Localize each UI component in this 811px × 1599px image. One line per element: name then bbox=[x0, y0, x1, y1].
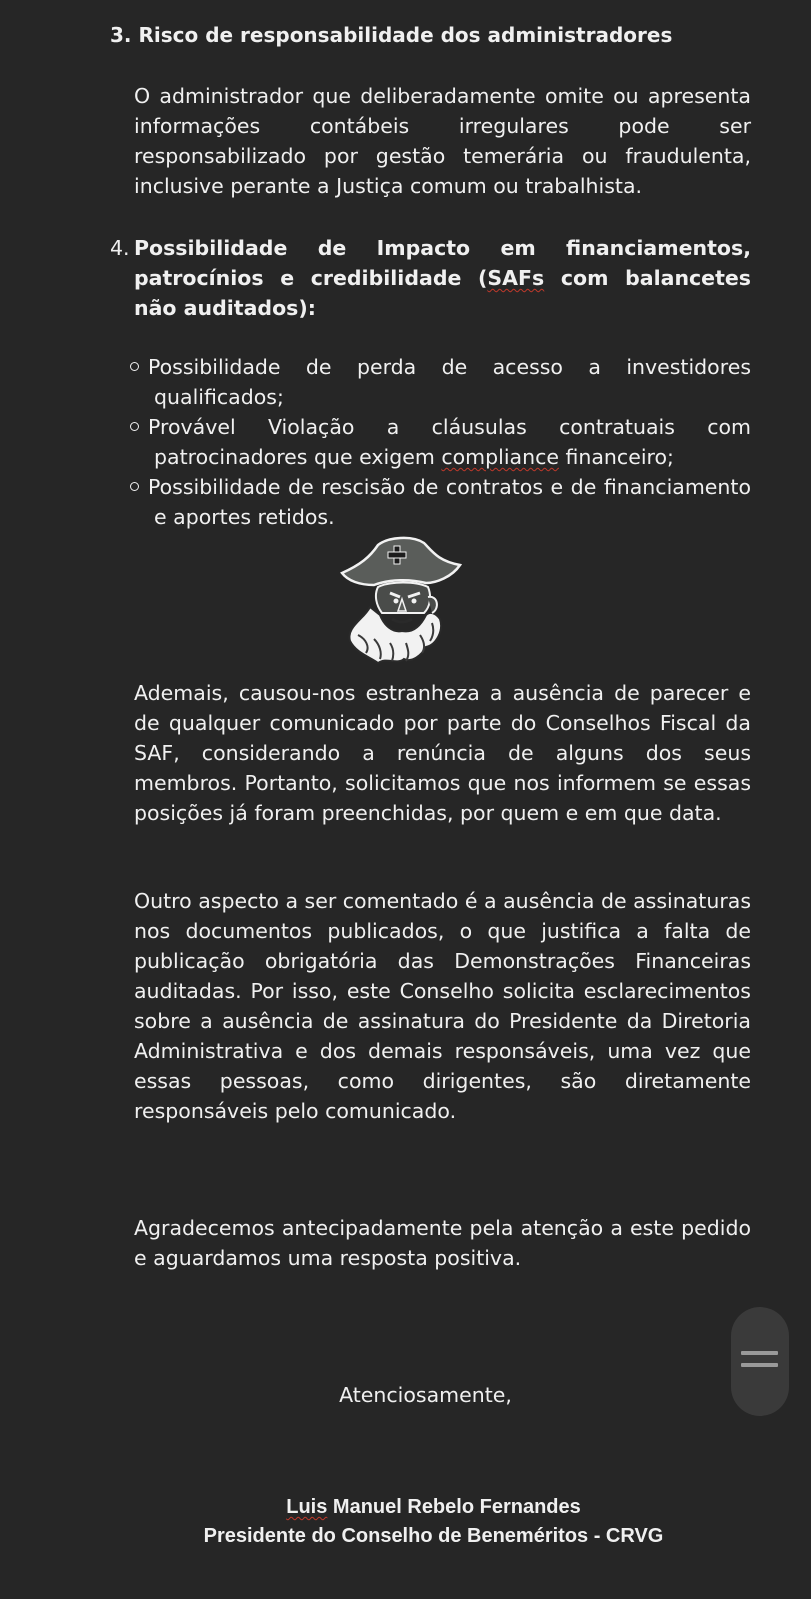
section-3-heading: 3. Risco de responsabilidade dos administradores bbox=[110, 23, 673, 47]
bullet-text-after: financeiro; bbox=[558, 445, 674, 469]
section-4-heading-part2: com balancetes não auditados): bbox=[134, 266, 751, 320]
bullet-text: Possibilidade de perda de acesso a investidores qualificados; bbox=[148, 355, 751, 409]
circle-bullet-icon bbox=[130, 482, 139, 491]
bullet-text-before: Provável Violação a cláusulas contratuais com patrocinadores que exigem bbox=[148, 415, 751, 469]
signature-name bbox=[0, 1493, 811, 1521]
circle-bullet-icon bbox=[130, 422, 139, 431]
signature-first-name: Luis bbox=[286, 1496, 328, 1518]
list-item bbox=[130, 472, 751, 532]
drag-handle-icon bbox=[741, 1351, 778, 1355]
closing-salutation: Atenciosamente, bbox=[339, 1383, 512, 1407]
signature-rest-name: Manuel Rebelo Fernandes bbox=[327, 1496, 581, 1518]
signature-title: Presidente do Conselho de Beneméritos - CRVG bbox=[203, 1525, 664, 1547]
section-4-heading bbox=[134, 233, 751, 323]
drag-handle-icon bbox=[741, 1363, 778, 1367]
paragraph-outro-aspecto: Outro aspecto a ser comentado é a ausência de assinaturas nos documentos publicados, o que justifica a falta de publicação obrigatória das Demonstrações Financeiras auditadas. Por isso, este Conselho solicita esclarecimentos sobre a ausência de assinatura do Presidente da Diretoria Administrativa e dos demais responsáveis, uma vez que essas pessoas, como dirigentes, são diretamente responsáveis pelo comunicado. bbox=[134, 889, 751, 1123]
scroll-handle[interactable] bbox=[731, 1307, 789, 1416]
paragraph-agradecemos: Agradecemos antecipadamente pela atenção a este pedido e aguardamos uma resposta positiva. bbox=[134, 1216, 751, 1270]
section-3-body: O administrador que deliberadamente omite ou apresenta informações contábeis irregulares pode ser responsabilizado por gestão temerária ou fraudulenta, inclusive perante a Justiça comum ou trabalhista. bbox=[134, 84, 751, 198]
circle-bullet-icon bbox=[130, 362, 139, 371]
list-item bbox=[130, 412, 751, 472]
section-4-heading-saf: SAFs bbox=[487, 266, 545, 290]
list-item bbox=[130, 352, 751, 412]
pirate-mascot-logo bbox=[340, 535, 462, 665]
bullet-text-spellcheck: compliance bbox=[441, 445, 559, 469]
paragraph-ademais: Ademais, causou-nos estranheza a ausência de parecer e de qualquer comunicado por parte do Conselhos Fiscal da SAF, considerando a renúncia de alguns dos seus membros. Portanto, solicitamos que nos informem se essas posições já foram preenchidas, por quem e em que data. bbox=[134, 681, 751, 825]
section-4-bullet-list bbox=[130, 352, 751, 532]
section-4-number: 4. bbox=[110, 236, 130, 260]
bullet-text: Possibilidade de rescisão de contratos e de financiamento e aportes retidos. bbox=[148, 475, 751, 529]
section-4-heading-part1: Possibilidade de Impacto em financiamentos, patrocínios e credibilidade ( bbox=[134, 236, 751, 290]
